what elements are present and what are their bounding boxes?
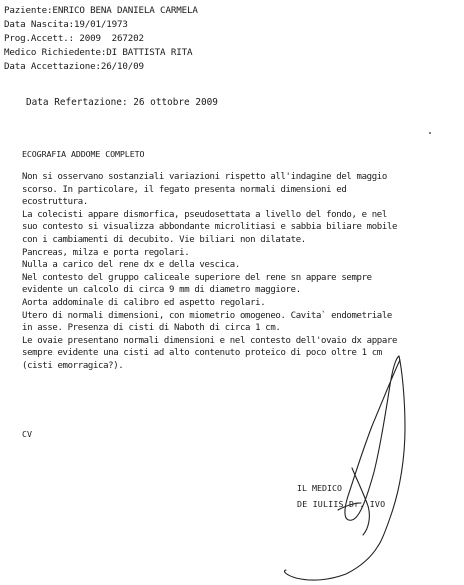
report-line: evidente un calcolo di circa 9 mm di diametro maggiore.	[22, 285, 301, 296]
report-line: La colecisti appare dismorfica, pseudosettata a livello del fondo, e nel	[22, 209, 387, 220]
report-line: Aorta addominale di calibro ed aspetto regolari.	[22, 297, 266, 308]
signature-role: IL MEDICO	[297, 483, 342, 493]
signature-name: DE IULIIS Dr. IVO	[297, 499, 386, 509]
exam-title: ECOGRAFIA ADDOME COMPLETO	[22, 149, 145, 159]
report-line: Nulla a carico del rene dx e della vescica.	[22, 260, 240, 271]
report-line: Nel contesto del gruppo caliceale superiore del rene sn appare sempre	[22, 272, 372, 283]
report-line: sempre evidente una cisti ad alto contenuto proteico di poco oltre 1 cm	[22, 348, 382, 359]
report-line: suo contesto si visualizza abbondante microlitiasi e sabbia biliare mobile	[22, 222, 398, 233]
patient-header	[4, 4, 198, 74]
acceptance-date: Data Accettazione:26/10/09	[4, 61, 144, 72]
report-line: Pancreas, milza e porta regolari.	[22, 247, 190, 258]
report-line: in asse. Presenza di cisti di Naboth di circa 1 cm.	[22, 323, 281, 334]
patient-name: Paziente:ENRICO BENA DANIELA CARMELA	[4, 5, 198, 16]
scan-speck	[429, 132, 431, 134]
report-line: scorso. In particolare, il fegato presenta normali dimensioni ed	[22, 184, 347, 195]
cc-initials: CV	[22, 429, 32, 439]
birth-date: Data Nascita:19/01/1973	[4, 19, 128, 30]
report-body	[22, 171, 462, 373]
report-line: Utero di normali dimensioni, con miometrio omogeneo. Cavita` endometriale	[22, 310, 392, 321]
report-line: Non si osservano sostanziali variazioni rispetto all'indagine del maggio	[22, 172, 387, 182]
report-line: con i cambiamenti di decubito. Vie biliari non dilatate.	[22, 234, 306, 245]
report-line: Le ovaie presentano normali dimensioni e nel contesto dell'ovaio dx appare	[22, 335, 398, 346]
report-date: Data Refertazione: 26 ottobre 2009	[26, 97, 218, 108]
acceptance-number: Prog.Accett.: 2009 267202	[4, 33, 144, 44]
report-line: (cisti emorragica?).	[22, 360, 124, 371]
report-line: ecostruttura.	[22, 197, 88, 208]
requesting-doctor: Medico Richiedente:DI BATTISTA RITA	[4, 47, 193, 58]
